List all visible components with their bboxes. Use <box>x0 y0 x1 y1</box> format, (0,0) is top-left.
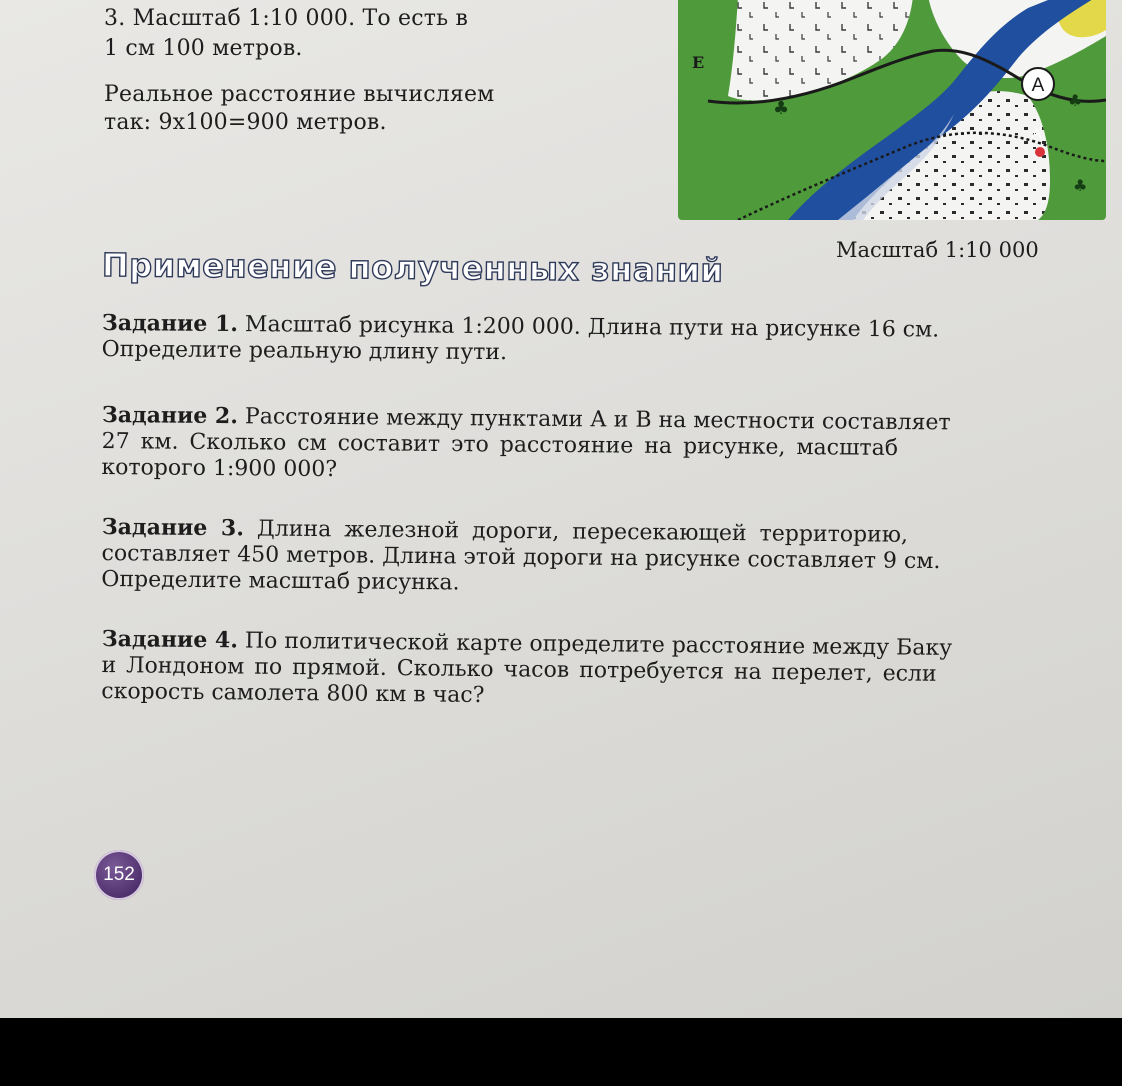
point-a-dot <box>1035 147 1045 157</box>
task-3 <box>101 514 1102 603</box>
task-text: Расстояние между пунктами А и В на местности составляет <box>237 404 951 436</box>
section-heading: Применение полученных знаний <box>101 246 724 290</box>
task-label: Задание 2. <box>101 402 239 430</box>
point-a-small-label: А <box>1032 125 1042 141</box>
task-2 <box>101 402 1102 490</box>
task-1 <box>102 310 1102 371</box>
intro-line: Реальное расстояние вычисляем <box>104 82 495 107</box>
task-line: и Лондоном по прямой. Сколько часов потребуется на перелет, если <box>101 652 937 687</box>
task-text: Длина железной дороги, пересекающей территорию, <box>243 516 909 548</box>
task-text: По политической карте определите расстояние между Баку <box>237 628 953 661</box>
map-drawing <box>678 0 1106 220</box>
task-4 <box>101 626 1102 715</box>
task-label: Задание 4. <box>101 626 239 654</box>
page-number-badge: 152 <box>94 850 144 900</box>
task-line: составляет 450 метров. Длина этой дороги на рисунке составляет 9 см. <box>101 540 941 575</box>
task-line: скорость самолета 800 км в час? <box>101 678 485 709</box>
tree-icon: ♣ <box>773 98 790 119</box>
tree-icon: ♣ <box>1073 176 1088 195</box>
task-label: Задание 3. <box>101 514 245 542</box>
task-line: Определите реальную длину пути. <box>101 336 508 366</box>
intro-line: так: 9х100=900 метров. <box>104 110 387 135</box>
map-edge-label: Е <box>692 53 705 72</box>
task-line: 27 км. Сколько см составит это расстояние на рисунке, масштаб <box>101 428 899 461</box>
tree-icon: ♣ <box>1068 91 1083 110</box>
task-line: Определите масштаб рисунка. <box>101 566 460 596</box>
task-label: Задание 1. <box>101 310 239 338</box>
intro-line: 3. Масштаб 1:10 000. То есть в <box>104 6 469 31</box>
intro-line: 1 см 100 метров. <box>104 36 303 61</box>
point-a-label: А <box>1031 75 1045 96</box>
map-caption: Масштаб 1:10 000 <box>836 238 1039 262</box>
task-line: которого 1:900 000? <box>101 454 338 483</box>
scale-map-illustration <box>678 0 1106 220</box>
task-text: Масштаб рисунка 1:200 000. Длина пути на рисунке 16 см. <box>237 312 940 343</box>
